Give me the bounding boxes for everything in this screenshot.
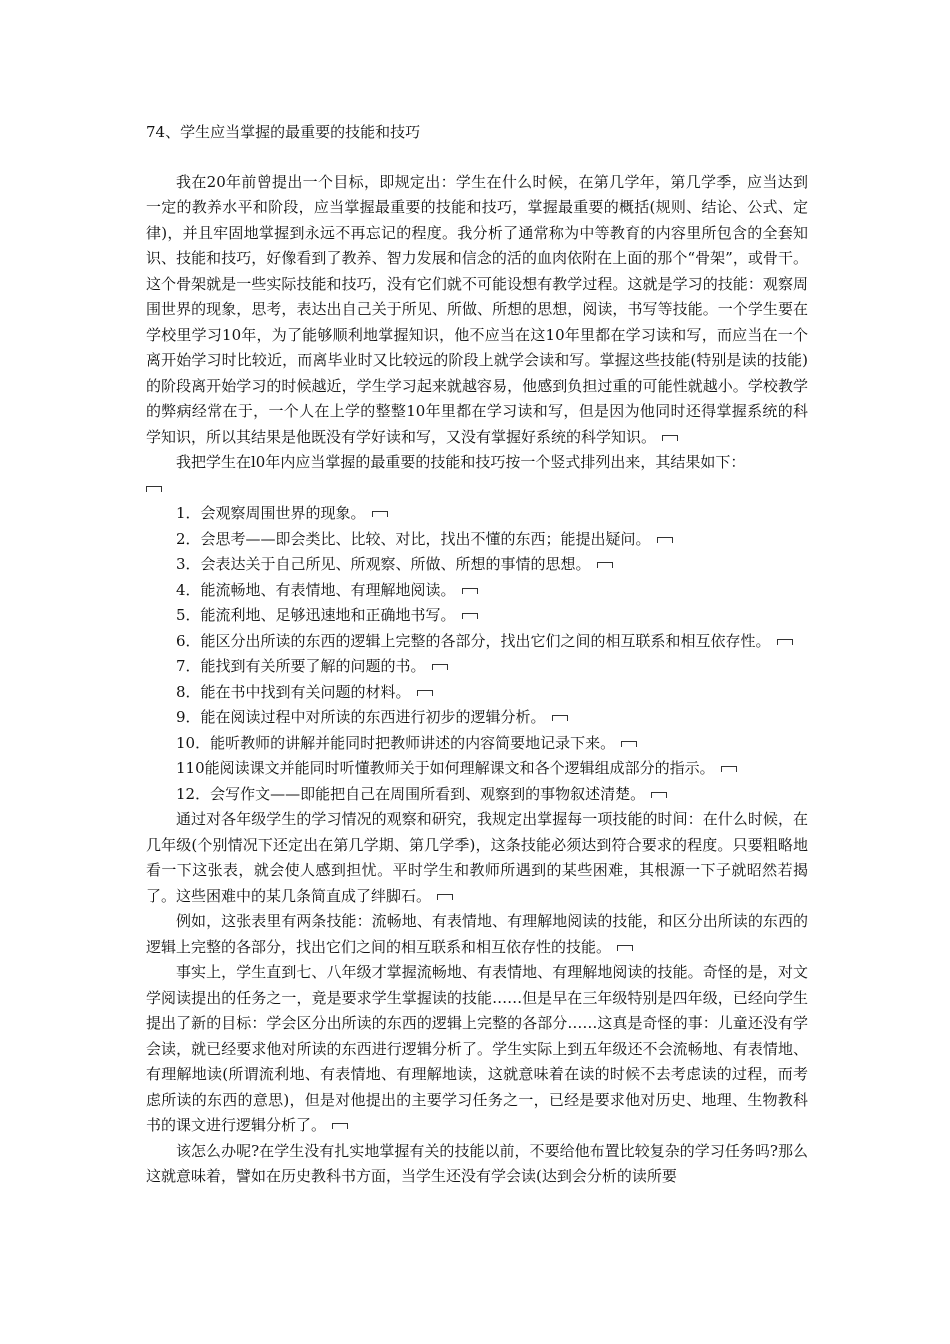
paragraph-mark-icon [721,766,737,772]
list-item: 2．会思考——即会类比、比较、对比，找出不懂的东西；能提出疑问。 [146,527,808,553]
list-item: 8．能在书中找到有关问题的材料。 [146,680,808,706]
paragraph: 我把学生在l0年内应当掌握的最重要的技能和技巧按一个竖式排列出来，其结果如下： [176,453,746,471]
document-title: 74、学生应当掌握的最重要的技能和技巧 [146,123,421,141]
paragraph-mark-icon [462,588,478,594]
document-page [146,120,808,1190]
paragraph-mark-icon [651,792,667,798]
paragraph-mark-line [146,476,808,502]
paragraph-mark-icon [437,894,453,900]
list-item: 7．能找到有关所要了解的问题的书。 [146,654,808,680]
list-item: 12．会写作文——即能把自己在周围所看到、观察到的事物叙述清楚。 [146,782,808,808]
paragraph-mark-icon [372,511,388,517]
paragraph-mark-icon [462,613,478,619]
paragraph: 该怎么办呢?在学生没有扎实地掌握有关的技能以前，不要给他布置比较复杂的学习任务吗?那么这就意味着，譬如在历史教科书方面，当学生还没有学会读(达到会分析的读所要 [146,1141,808,1185]
paragraph-mark-icon [417,690,433,696]
paragraph-mark-icon [552,715,568,721]
paragraph-mark-icon [777,639,793,645]
list-item: 9．能在阅读过程中对所读的东西进行初步的逻辑分析。 [146,705,808,731]
list-item: 3．会表达关于自己所见、所观察、所做、所想的事情的思想。 [146,552,808,578]
list-item: 4．能流畅地、有表情地、有理解地阅读。 [146,578,808,604]
paragraph: 例如，这张表里有两条技能：流畅地、有表情地、有理解地阅读的技能，和区分出所读的东西的逻辑上完整的各部分，找出它们之间的相互联系和相互依存性的技能。 [146,912,808,956]
paragraph-mark-icon [662,435,678,441]
list-item: 5．能流利地、足够迅速地和正确地书写。 [146,603,808,629]
paragraph: 我在20年前曾提出一个目标，即规定出：学生在什么时候，在第几学年，第几学季，应当达到一定的教养水平和阶段，应当掌握最重要的技能和技巧，掌握最重要的概括(规则、结论、公式、定律)，并且牢固地掌握到永远不再忘记的程度。我分析了通常称为中等教育的内容里所包含的全套知识、技能和技巧，好像看到了教养、智力发展和信念的活的血肉依附在上面的那个“骨架”，或骨干。这个骨架就是一些实际技能和技巧，没有它们就不可能设想有教学过程。这就是学习的技能：观察周围世界的现象，思考，表达出自己关于所见、所做、所想的思想，阅读，书写等技能。一个学生要在学校里学习10年，为了能够顺利地掌握知识，他不应当在这10年里都在学习读和写，而应当在一个离开始学习时比较近，而离毕业时又比较远的阶段上就学会读和写。掌握这些技能(特别是读的技能)的阶段离开始学习的时候越近，学生学习起来就越容易，他感到负担过重的可能性就越小。学校教学的弊病经常在于，一个人在上学的整整10年里都在学习读和写，但是因为他同时还得掌握系统的科学知识，所以其结果是他既没有学好读和写，又没有掌握好系统的科学知识。 [146,172,808,446]
paragraph: 事实上，学生直到七、八年级才掌握流畅地、有表情地、有理解地阅读的技能。奇怪的是，对文学阅读提出的任务之一，竟是要求学生掌握读的技能……但是早在三年级特别是四年级，已经向学生提出了新的目标：学会区分出所读的东西的逻辑上完整的各部分……这真是奇怪的事：儿童还没有学会读，就已经要求他对所读的东西进行逻辑分析了。学生实际上到五年级还不会流畅地、有表情地、有理解地读(所谓流利地、有表情地、有理解地读，这就意味着在读的时候不去考虑读的过程，而考虑所读的东西的意思)，但是对他提出的主要学习任务之一，已经是要求他对历史、地理、生物教科书的课文进行逻辑分析了。 [146,963,808,1134]
paragraph-mark-icon [332,1123,348,1129]
list-item: 10．能听教师的讲解并能同时把教师讲述的内容简要地记录下来。 [146,731,808,757]
list-item: 6．能区分出所读的东西的逻辑上完整的各部分，找出它们之间的相互联系和相互依存性。 [146,629,808,655]
paragraph-mark-icon [432,664,448,670]
list-item: 110能阅读课文并能同时听懂教师关于如何理解课文和各个逻辑组成部分的指示。 [146,756,808,782]
paragraph-mark-icon [621,741,637,747]
paragraph: 通过对各年级学生的学习情况的观察和研究，我规定出掌握每一项技能的时间：在什么时候，在几年级(个别情况下还定出在第几学期、第几学季)，这条技能必须达到符合要求的程度。只要粗略地看一下这张表，就会使人感到担忧。平时学生和教师所遇到的某些困难，其根源一下子就昭然若揭了。这些困难中的某几条简直成了绊脚石。 [146,810,808,905]
paragraph-mark-icon [146,486,162,492]
paragraph-mark-icon [617,945,633,951]
paragraph-mark-icon [597,562,613,568]
list-item: 1．会观察周围世界的现象。 [146,501,808,527]
paragraph-mark-icon [657,537,673,543]
